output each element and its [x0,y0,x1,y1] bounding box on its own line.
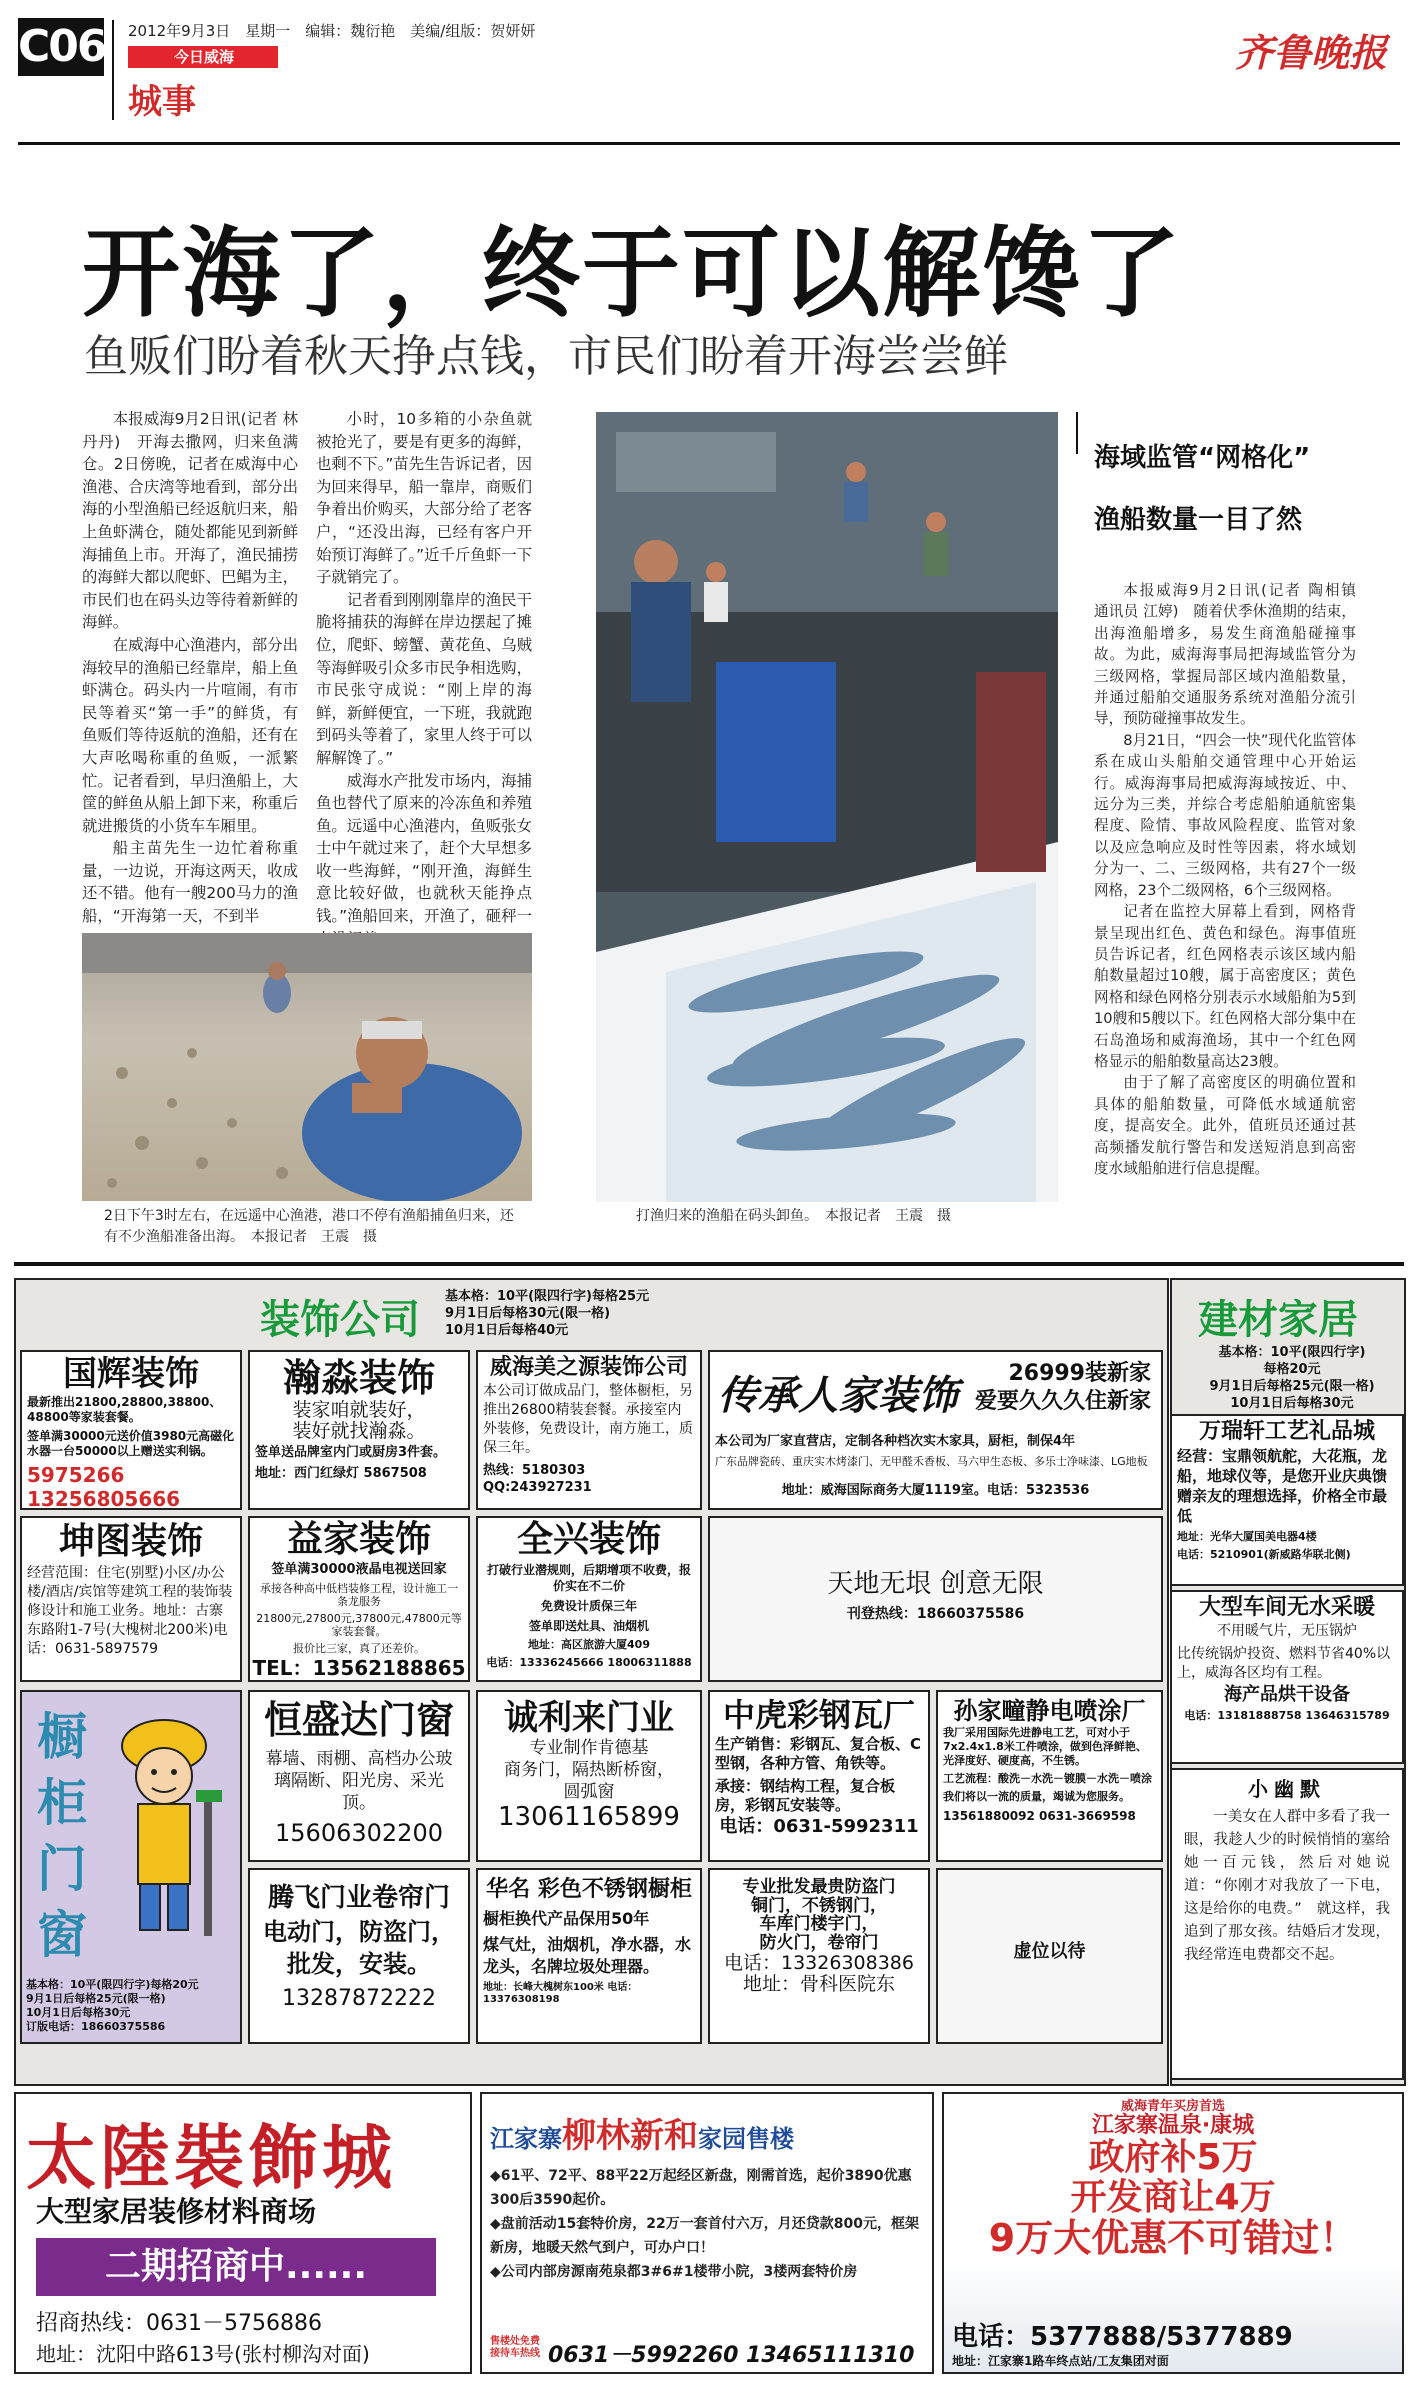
ad-line: 家园售楼 [698,2125,794,2153]
ad-line: 比传统锅炉投资、燃料节省40%以上，威海各区均有工程。 [1177,1646,1391,1682]
photo-harbor-fisherman [82,933,532,1201]
ad-phone: 电话：13326308386 [724,1951,914,1974]
ad-title: 万瑞轩工艺礼品城 [1198,1419,1375,1444]
ad-phone: 5975266 13256805666 [27,1463,181,1510]
sidebar-paragraph: 8月21日，“四会一快”现代化监管体系在成山头船舶交通管理中心开始运行。威海海事局把威海海域按近、中、远分为三类，并综合考虑船舶通航密集程度、险情、事故风险程度、监管对象以及应急响应及时性等因素，将水域划分为一、二、三级网格，共有27个一级网格，23个二级网格，6个三级网格。 [1094,731,1356,899]
article-headline: 开海了，终于可以解馋了 [82,217,1183,331]
section-band: 今日威海 [128,46,278,68]
ad-title: 传承人家装饰 [718,1372,958,1419]
rate-line: 每格20元 [1263,1362,1321,1377]
ad-line: 承接各种高中低档装修工程，设计施工一条龙服务 [260,1581,458,1608]
ad-title: 橱柜门窗 [37,1708,87,1964]
article-paragraph: 小时，10多箱的小杂鱼就被抢光了，要是有更多的海鲜，也剩不下。”苗先生告诉记者，因为回来得早，船一靠岸，商贩们争着出价购买，大部分给了老客户，“还没出海，已经有客户开始预订海鲜了。”近千斤鱼虾一下子就销完了。 [316,410,532,587]
ad-title: 中虎彩钢瓦厂 [722,1696,915,1734]
ad-phone: 电话：5210901(新威路华联北侧) [1177,1548,1351,1562]
rate-line: 基本格：10平(限四行字)每格25元 [445,1289,650,1304]
sidebar-body [1094,580,1371,1232]
sidebar-paragraph: 由于了解了高密度区的明确位置和具体的船舶数量，可降低水域通航密度，提高安全。此外，值班员还通过甚高频播发航行警告和发送短消息到高密度水域船舶进行信息提醒。 [1094,1074,1356,1177]
ad-phone: 热线：5180303 QQ:243927231 [483,1463,592,1496]
ad-title: 威海美之源装饰公司 [489,1355,688,1380]
ad-line: 装家咱就装好， [292,1398,426,1421]
rate-line: 9月1日后每格30元(限一格) [445,1306,611,1321]
sidebar-title-line1: 海域监管“网格化” [1094,443,1311,473]
ad-wenquan-kangcheng[interactable] [942,2092,1404,2374]
ad-tengfei[interactable] [248,1868,470,2044]
ad-line: 打破行业潜规则，后期增项不收费，报价实在不二价 [486,1562,691,1593]
ad-address: 地址：威海国际商务大厦1119室。电话：5323536 [781,1483,1090,1498]
ad-line: 车库门楼宇门， [759,1914,879,1935]
ad-tailu[interactable] [14,2092,472,2374]
ad-line: ◆公司内部房源南苑泉都3#6#1楼带小院，3楼两套特价房 [490,2264,858,2280]
ad-huaming[interactable] [476,1868,702,2044]
ad-chengli[interactable] [476,1690,702,1862]
ad-fangdao[interactable] [708,1868,930,2044]
ad-phone: 0631－5992260 13465111310 [548,2343,915,2368]
ad-banner: 二期招商中...... [36,2238,436,2296]
ad-address: 地址：骨科医院东 [742,1972,895,1995]
ad-cabinet-doors[interactable] [20,1690,242,2044]
ad-phone: 电话：13181888758 13646315789 [1184,1708,1390,1722]
ad-line: 工艺流程：酸洗－水洗－镀膜－水洗－喷涂 [943,1772,1152,1786]
ad-line: 煤气灶，油烟机，净水器，水龙头，名牌垃圾处理器。 [483,1935,692,1977]
ad-slogan: 26999装新家 [1008,1361,1151,1386]
article-paragraph: 本报威海9月2日讯(记者 林丹丹) 开海去撒网，归来鱼满仓。2日傍晚，记者在威海中心渔港、合庆湾等地看到，部分出海的小型渔船已经返航归来，船上鱼虾满仓，随处都能见到新鲜海捕鱼上市。开海了，渔民捕捞的海鲜大都以爬虾、巴鲳为主，市民们也在码头边等待着新鲜的海鲜。 [82,410,298,632]
ad-vacant[interactable] [936,1868,1163,2044]
article-subhead: 鱼贩们盼着秋天挣点钱，市民们盼着开海尝尝鲜 [84,331,1008,382]
ad-quanxing[interactable] [476,1516,702,1682]
ad-phone: 13287872222 [282,1986,436,2012]
ad-line: 经营：宝鼎领航舵，大花瓶，龙船，地球仪等，是您开业庆典馈赠亲友的理想选择，价格全市最低 [1177,1447,1388,1526]
ad-line: 橱柜换代产品保用50年 [483,1909,650,1929]
ad-dadaxing[interactable] [1170,1590,1404,1764]
ad-line: ◆盘前活动15套特价房，22万一套首付六万，月还贷款800元，框架新房，地暖天然气到户，可办户口！ [490,2216,919,2256]
article-paragraph: 记者看到刚刚靠岸的渔民干脆将捕获的海鲜在岸边摆起了摊位，爬虾、螃蟹、黄花鱼、乌贼等海鲜吸引众多市民争相选购，市民张守成说：“刚上岸的海鲜，新鲜便宜，一下班，我就跑到码头等着了，家里人终于可以解解馋了。” [316,590,532,767]
article-paragraph: 船主苗先生一边忙着称重量，一边说，开海这两天，收成还不错。他有一艘200马力的渔船，“开海第一天，不到半 [82,839,298,926]
article-paragraph: 威海水产批发市场内，海捕鱼也替代了原来的冷冻鱼和养殖鱼。远遥中心渔港内，鱼贩张女士中午就过来了，赶个大早想多收一些海鲜，“刚开渔，海鲜生意比较好做，也就秋天能挣点钱。”渔船回来，开渔了，砸秤一 [316,771,532,926]
ad-phone: 招商热线：0631－5756886 [36,2311,322,2336]
issue-meta: 2012年9月3日 星期一 编辑：魏衍艳 美编/组版：贺妍妍 [128,22,536,40]
ad-zhonghu[interactable] [708,1690,930,1862]
ad-line: 大型家居装修材料商场 [36,2195,317,2228]
section-title: 城事 [128,82,196,122]
ad-line: 威海青年买房首选 [1120,2099,1225,2114]
ad-label: 售楼处免费接待车热线 [490,2336,540,2359]
ad-line: 幕墙、雨棚、高档办公玻璃隔断、阳光房、采光顶。 [265,1748,453,1813]
cabinet-rate [22,1978,242,2034]
ad-title: 孙家疃静电喷涂厂 [953,1697,1146,1725]
ad-title: 华名 彩色不锈钢橱柜 [486,1877,692,1902]
ad-line: 铜门，不锈钢门， [751,1895,887,1916]
photo-caption: 2日下午3时左右，在远遥中心渔港，港口不停有渔船捕鱼归来，还有不少渔船准备出海。 本报记者 王震 摄 [104,1208,514,1245]
ad-phone: 13061165899 [498,1802,680,1833]
sidebar-paragraph: 记者在监控大屏幕上看到，网格背景呈现出红色、黄色和绿色。海事值班员告诉记者，红色网格表示该区域内船舶数量超过10艘，属于高密度区；黄色网格和绿色网格分别表示水域船舶为5到10艘和5艘以下。红色网格大部分集中在石岛渔场和威海渔场，其中一个红色网格显示的船舶数量高达23艘。 [1094,903,1356,1070]
ad-phone: 电话：5377888/5377889 [952,2322,1293,2352]
ad-line: 本公司订做成品门，整体橱柜，另推出26800精装套餐。承接室内外装修，免费设计，南方施工，质保三年。 [483,1383,693,1457]
ad-wanyuxuan[interactable] [1170,1414,1404,1586]
ad-hengsheng[interactable] [248,1690,470,1862]
ad-headline: 开发商让4万 [1070,2177,1276,2219]
article-paragraph: 在威海中心渔港内，部分出海较早的渔船已经靠岸，船上鱼虾满仓。码头内一片喧闹，有市民等着买“第一手”的鲜货，有鱼贩们等待返航的渔船，还有在大声吆喝称重的鱼贩，一派繁忙。记者看到，早归渔船上，大筐的鲜鱼从船上卸下来，称重后就进搬货的小货车车厢里。 [82,635,298,835]
ad-address: 地址：沈阳中路613号(张村柳沟对面) [36,2342,370,2366]
ad-title: 小幽默 [1248,1777,1326,1801]
ad-title: 大型车间无水采暖 [1198,1595,1375,1620]
ad-phone: 电话：13336245666 18006311888 [486,1655,692,1669]
rate-line: 10月1日后每格40元 [445,1323,569,1338]
ad-line: 专业制作肯德基 [529,1738,649,1759]
deco-section-header: 装饰公司 [260,1297,420,1343]
ad-title: 腾飞门业卷帘门 [267,1883,450,1913]
ad-line: 最新推出21800,28800,38800、48800等家装套餐。 [27,1395,222,1425]
ad-yijia[interactable] [248,1516,470,1682]
ad-line: 批发，安装。 [287,1949,431,1978]
ad-line: 广东品牌瓷砖、重庆实木烤漆门、无甲醛禾香板、马六甲生态板、多乐士净味漆、LG地板 [715,1455,1148,1468]
ad-line: 承接：钢结构工程，复合板房，彩钢瓦安装等。 [715,1777,896,1815]
ad-line: 一美女在人群中多看了我一眼，我趁人少的时候悄悄的塞给她一百元钱，然后对她说道：“你刚才对我放了一下电，这是给你的电费。” 就这样，我追到了那女孩。结婚后才发现，我经常连电费都交不起。 [1184,1809,1390,1963]
ad-line: 生产销售：彩钢瓦、复合板、C型钢，各种方管、角铁等。 [715,1735,922,1773]
ad-address: 地址：长峰大槐树东100米 电话：13376308198 [483,1982,638,2006]
rate-line: 10月1日后每格30元 [26,2006,131,2019]
ad-address: 地址：西门红绿灯 5867508 [255,1465,427,1481]
ad-title: 益家装饰 [286,1519,431,1560]
ad-headline: 9万大优惠不可错过！ [988,2215,1358,2260]
photo-caption: 打渔归来的渔船在码头卸鱼。 本报记者 王震 摄 [636,1208,951,1224]
ad-address: 地址：高区旅游大厦409 [528,1637,650,1651]
ad-phone: TEL：13562188865 [252,1655,466,1680]
build-rate [1196,1344,1388,1412]
ad-tiandi[interactable] [708,1516,1163,1682]
ad-line: 免费设计质保三年 [540,1598,637,1613]
ad-title: 专业批发最贵防盗门 [742,1877,896,1897]
ad-title: 恒盛达门窗 [263,1698,454,1742]
sidebar-paragraph: 本报威海9月2日讯(记者 陶相镇 通讯员 江婷) 随着伏季休渔期的结束，出海渔船增多，易发生商渔船碰撞事故。为此，威海海事局把海域监管分为三级网格，掌握局部区域内渔船数量，并通过船舶交通服务系统对渔船分流引导，预防碰撞事故发生。 [1094,582,1371,728]
rate-line: 10月1日后每格30元 [1230,1396,1354,1411]
ad-title: 诚利来门业 [504,1698,674,1738]
ad-address: 地址：光华大厦国美电器4楼 [1177,1530,1317,1544]
ad-phone: 电话：0631-5992311 [719,1816,919,1838]
ad-line: 21800元,27800元,37800元,47800元等家装套餐。 [256,1611,462,1638]
ad-headline: 政府补5万 [1088,2137,1258,2179]
ad-guohui[interactable] [20,1350,242,1510]
page-number: C06 [18,18,104,76]
ad-title: 太陸裝飾城 [26,2116,396,2199]
ad-phone: 15606302200 [275,1818,443,1847]
ad-slogan: 天地无垠 创意无限 [827,1569,1044,1599]
ad-line: 我们将以一流的质量，竭诚为您服务。 [943,1790,1130,1804]
rate-line: 基本格：10平(限四行字) [1218,1345,1366,1360]
rate-line: 9月1日后每格25元(限一格) [26,1992,166,2005]
ad-line: 江家寨 [490,2125,562,2153]
ad-title: 国辉装饰 [63,1354,199,1394]
ad-line: 签单送品牌室内门或厨房3件套。 [255,1444,447,1460]
article-column-1 [82,408,298,928]
ad-line: 虚位以待 [1013,1941,1086,1962]
sidebar-title-line2: 渔船数量一目了然 [1094,505,1303,535]
rate-line: 9月1日后每格25元(限一格) [1209,1379,1375,1394]
ad-line: 签单满30000元送价值3980元高磁化水器一台50000以上赠送实利锅。 [27,1429,235,1459]
ad-line: 报价比三家，真了还差价。 [293,1641,425,1655]
ad-line: 经营范围：住宅(别墅)小区/办公楼/酒店/宾馆等建筑工程的装饰装修设计和施工业务。地址：古寨东路附1-7号(大槐树北200米)电话：0631-5897579 [27,1564,233,1657]
deco-rate [445,1288,649,1339]
ad-line: 装好就找瀚淼。 [292,1419,426,1442]
article-column-2 [316,408,532,928]
ad-line: 签单满30000液晶电视送回家 [271,1561,447,1577]
ad-title: 江家寨温泉·康城 [1091,2113,1255,2139]
ad-line: 海产品烘干设备 [1224,1684,1350,1706]
ad-sunjia[interactable] [936,1690,1163,1862]
ad-line: 防火门，卷帘门 [759,1933,879,1954]
ad-liulin-xinhe[interactable] [480,2092,934,2374]
ad-kuntu[interactable] [20,1516,242,1682]
ad-line: 本公司为厂家直营店，定制各种档次实木家具，厨柜，制保4年 [715,1434,1076,1449]
ad-phone: 订版电话：18660375586 [26,2020,166,2033]
ad-phone: 13561880092 0631-3669598 [943,1809,1136,1824]
ad-address: 地址：江家寨1路车终点站/工友集团对面 [952,2354,1169,2368]
ad-chuancheng[interactable] [708,1350,1163,1510]
ad-title: 坤图装饰 [58,1521,203,1562]
ad-slogan: 爱要久久久住新家 [974,1389,1151,1414]
ad-hanmiao[interactable] [248,1350,470,1510]
ad-title: 瀚淼装饰 [282,1356,435,1400]
ad-line: 签单即送灶具、油烟机 [528,1618,649,1633]
newspaper-logo: 齐鲁晚报 [1234,30,1387,75]
ad-title: 柳林新和 [562,2116,698,2156]
ad-line: 商务门，隔热断桥窗， [504,1760,674,1781]
ad-line: 我厂采用国际先进静电工艺，可对小于7x2.4x1.8米工件喷涂，做到色泽鲜艳、光泽度好、硬度高，不生锈。 [943,1726,1147,1768]
ad-phone: 刊登热线：18660375586 [846,1605,1025,1622]
ad-line: 不用暖气片，无压锅炉 [1217,1623,1357,1640]
photo-boat-unloading [596,412,1058,1202]
ad-weihai-meizhiyuan[interactable] [476,1350,702,1510]
ad-line: ◆61平、72平、88平22万起经区新盘，刚需首选，起价3890优惠300后3590起价。 [490,2168,912,2208]
rate-line: 基本格：10平(限四行字)每格20元 [26,1978,199,1991]
ad-title: 全兴装饰 [516,1519,661,1560]
ad-line: 圆弧窗 [563,1782,615,1803]
ad-xiaoyoumo [1170,1768,1404,2080]
worker-mascot-icon [104,1706,234,1946]
build-section-header: 建材家居 [1198,1297,1358,1343]
ad-line: 电动门，防盗门， [263,1917,455,1946]
